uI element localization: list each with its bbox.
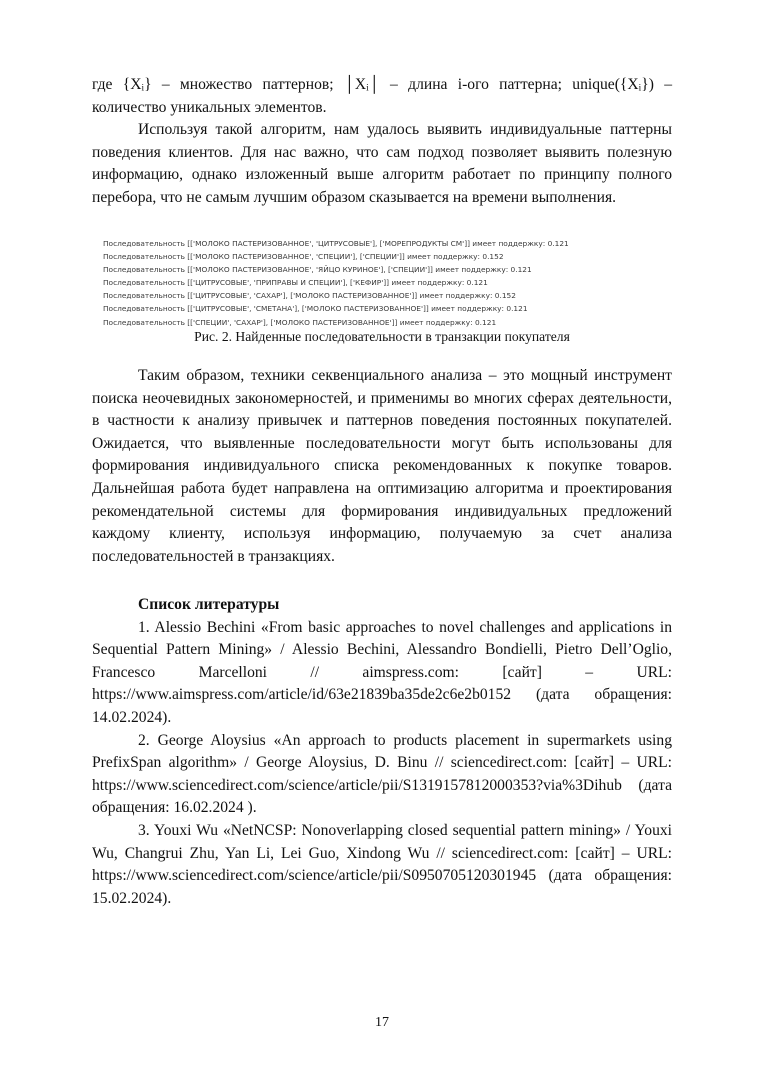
sequence-line: Последовательность [['МОЛОКО ПАСТЕРИЗОВАННОЕ', 'ЦИТРУСОВЫЕ'], ['МОРЕПРОДУКТЫ СМ']] имеет поддержку: 0.121 [103,239,569,248]
references-heading: Список литературы [138,596,280,613]
sequence-line: Последовательность [['ЦИТРУСОВЫЕ', 'САХАР'], ['МОЛОКО ПАСТЕРИЗОВАННОЕ']] имеет поддержку: 0.152 [103,291,516,301]
sequence-output-figure [103,237,663,329]
reference-item: 1. Alessio Bechini «From basic approaches to novel challenges and applications in Sequential Pattern Mining» / Alessio Bechini, Alessandro Bondielli, Pietro Dell’Oglio, Francesco Marcelloni // aimspress.com: [сайт] – URL: https://www.aimspress.com/article/id/63e21839ba35de2c6e2b0152 (дата обращения: 14.02.2024). [92,618,672,726]
intro-section [92,74,672,210]
sequence-line: Последовательность [['ЦИТРУСОВЫЕ', 'СМЕТАНА'], ['МОЛОКО ПАСТЕРИЗОВАННОЕ']] имеет поддержку: 0.121 [103,304,528,314]
sequence-line: Последовательность [['МОЛОКО ПАСТЕРИЗОВАННОЕ', 'СПЕЦИИ'], ['СПЕЦИИ']] имеет поддержку: 0.152 [103,252,504,262]
figure-caption: Рис. 2. Найденные последовательности в транзакции покупателя [194,329,570,344]
reference-item: 2. George Aloysius «An approach to products placement in supermarkets using PrefixSpan algorithm» / George Aloysius, D. Binu // sciencedirect.com: [сайт] – URL: https://www.sciencedirect.com/science/article/pii/S1319157812000353?via%3Dihub (дата обращения: 16.02.2024 ). [92,731,672,817]
algorithm-paragraph: Используя такой алгоритм, нам удалось выявить индивидуальные паттерны поведения клиентов. Для нас важно, что сам подход позволяет выявить полезную информацию, однако изложенный выше алгоритм работает по принципу полного перебора, что не самым лучшим образом сказывается на времени выполнения. [92,121,672,206]
conclusion-section [92,365,672,568]
references-section [92,594,672,910]
sequence-line: Последовательность [['ЦИТРУСОВЫЕ', 'ПРИПРАВЫ И СПЕЦИИ'], ['КЕФИР']] имеет поддержку: 0.121 [103,278,488,288]
sequence-line: Последовательность [['СПЕЦИИ', 'САХАР'], ['МОЛОКО ПАСТЕРИЗОВАННОЕ']] имеет поддержку: 0.121 [103,317,497,327]
reference-item: 3. Youxi Wu «NetNCSP: Nonoverlapping closed sequential pattern mining» / Youxi Wu, Changrui Zhu, Yan Li, Lei Guo, Xindong Wu // sciencedirect.com: [сайт] – URL: https://www.sciencedirect.com/science/article/pii/S0950705120301945 (дата обращения: 15.02.2024). [92,821,672,907]
sequence-line: Последовательность [['МОЛОКО ПАСТЕРИЗОВАННОЕ', 'ЯЙЦО КУРИНОЕ'], ['СПЕЦИИ']] имеет поддержку: 0.121 [103,265,532,275]
definitions-paragraph: где {Xᵢ} – множество паттернов; │Xᵢ│ – длина i-ого паттерна; unique({Xᵢ}) – количество уникальных элементов. [92,76,672,116]
page-number: 17 [375,1015,389,1030]
conclusion-paragraph: Таким образом, техники секвенциального анализа – это мощный инструмент поиска неочевидных закономерностей, и применимы во многих сферах деятельности, в частности к анализу привычек и паттернов поведения постоянных покупателей. Ожидается, что выявленные последовательности могут быть использованы для формирования индивидуального списка рекомендованных к покупке товаров. Дальнейшая работа будет направлена на оптимизацию алгоритма и проектирования рекомендательной системы для формирования индивидуальных предложений каждому клиенту, используя информацию, получаемую за счет анализа последовательностей в транзакциях. [92,367,672,565]
